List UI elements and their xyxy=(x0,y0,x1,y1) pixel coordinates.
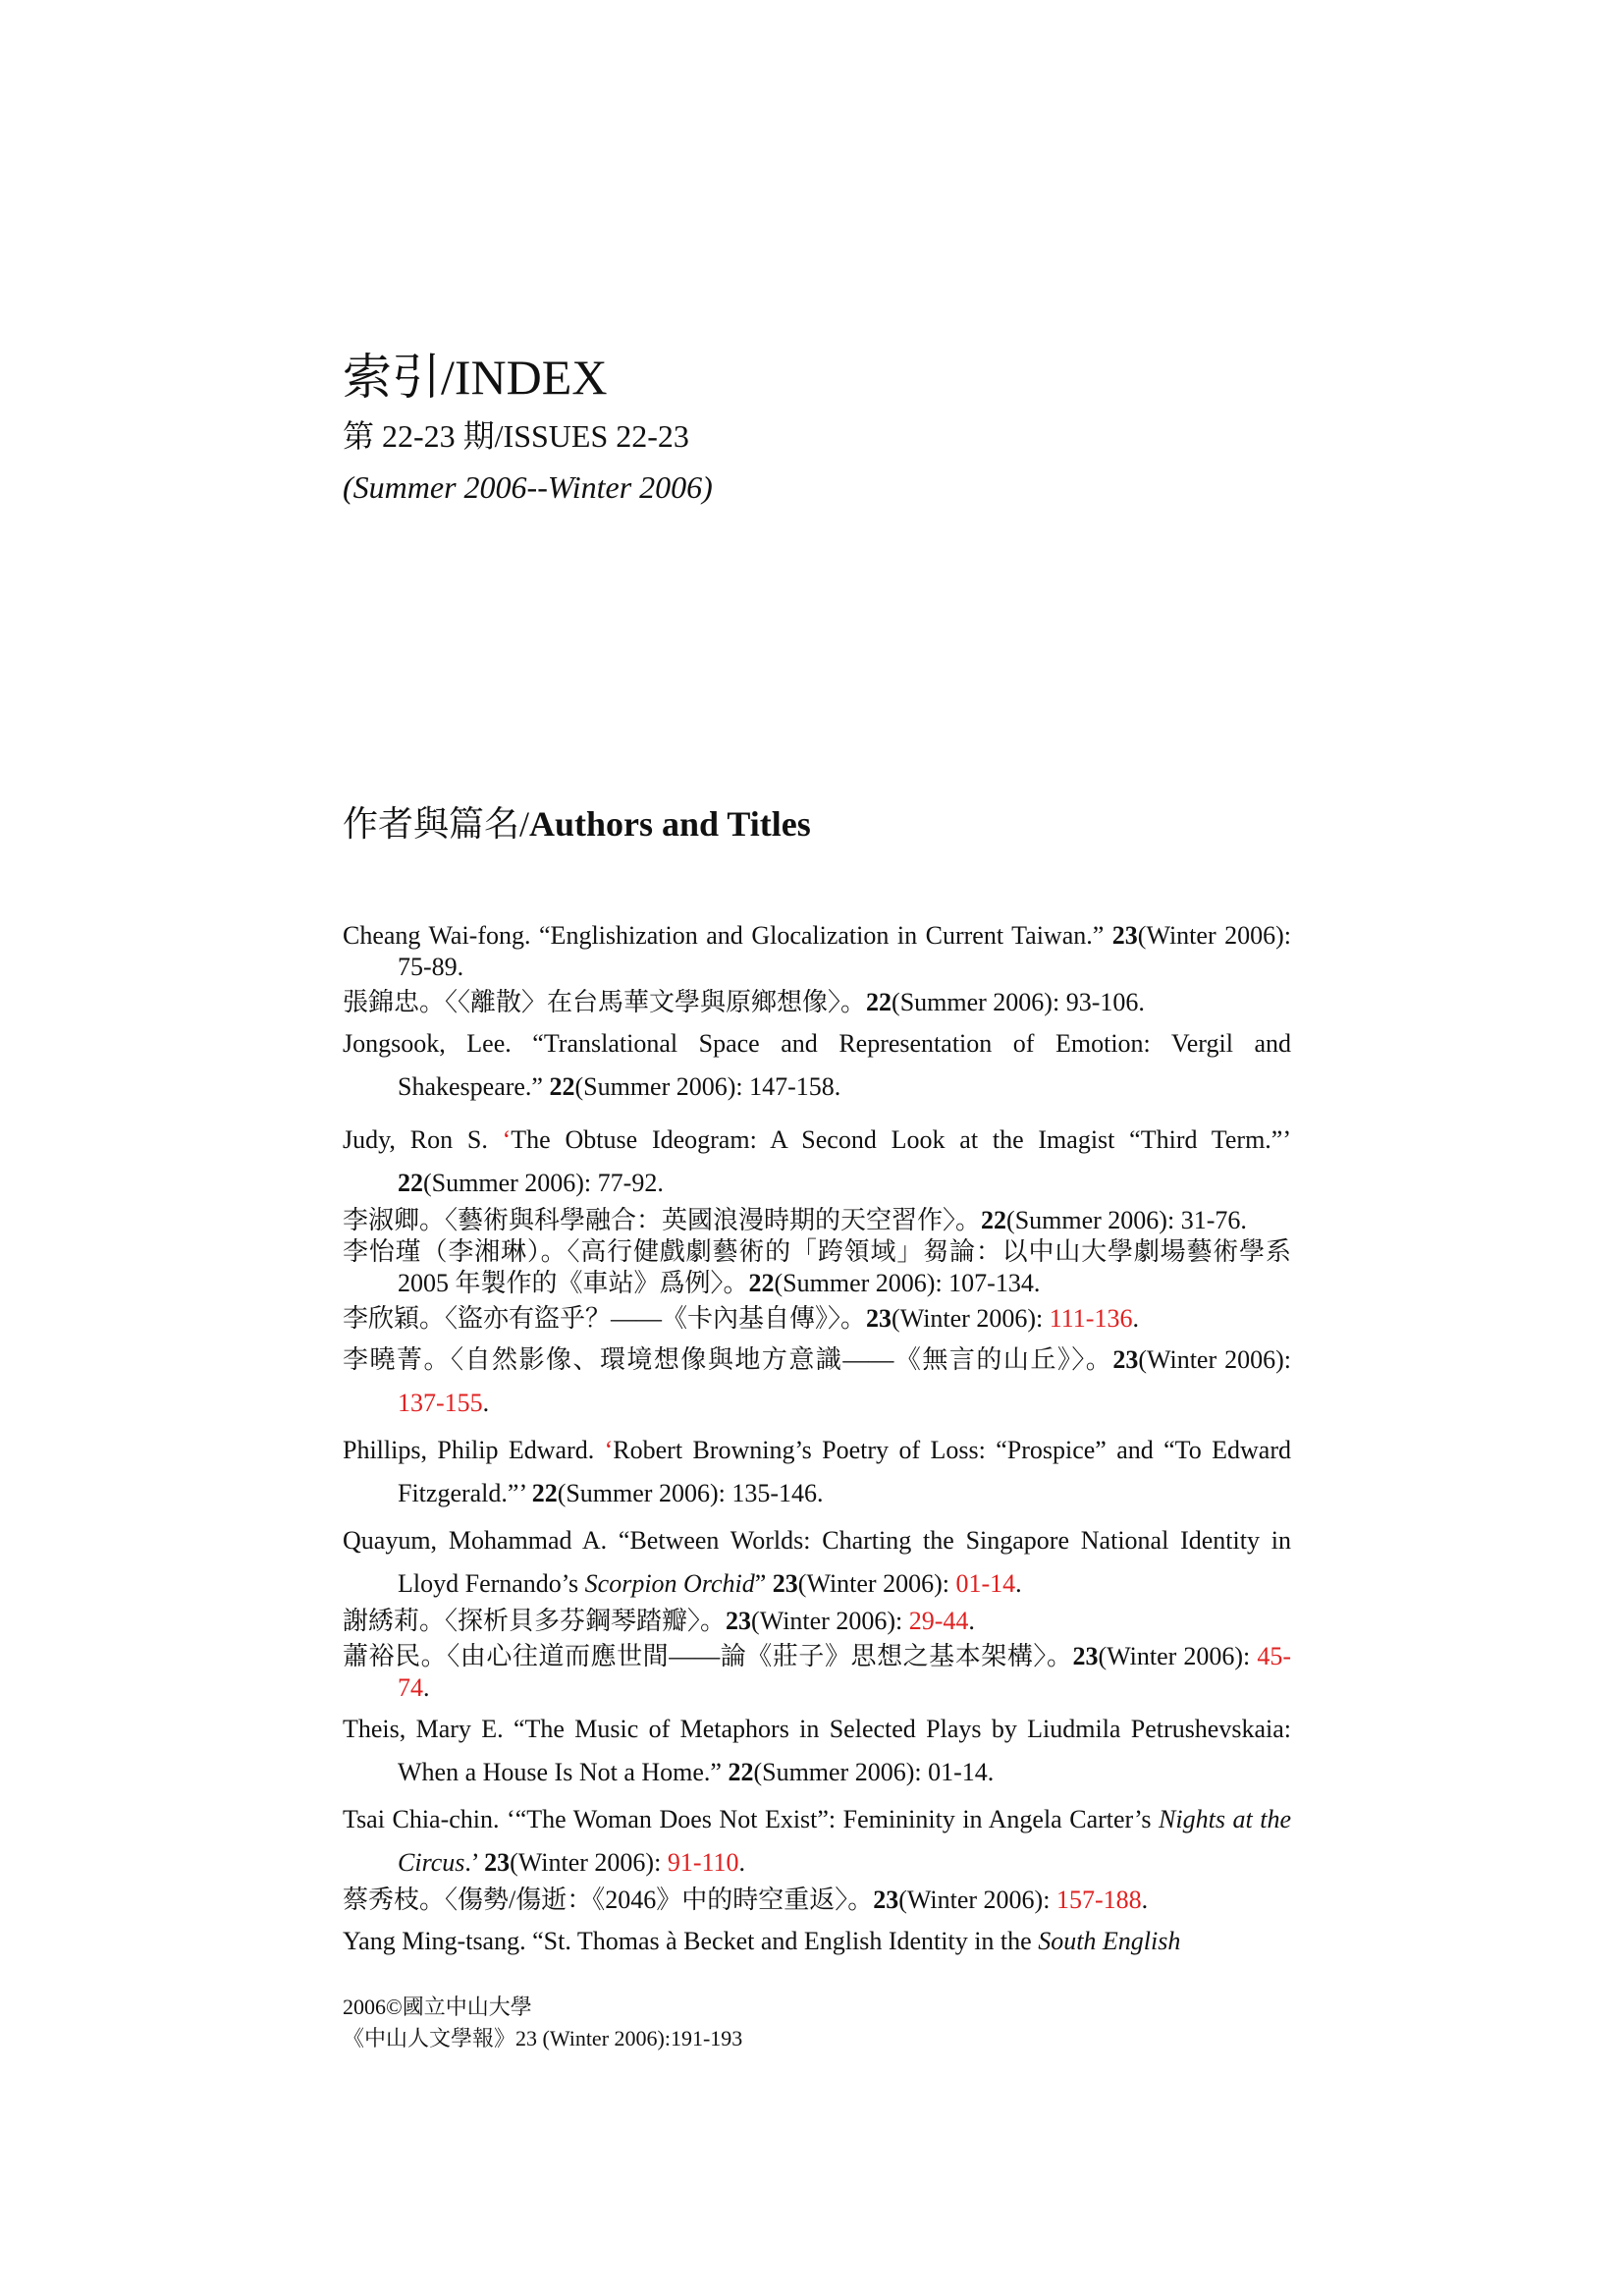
entry-author: Yang Ming-tsang. xyxy=(343,1927,533,1955)
entry-issue: (Winter 2006): xyxy=(898,1886,1056,1914)
section-title-en: Authors and Titles xyxy=(529,804,811,844)
entry-issue: (Winter 2006): xyxy=(1137,921,1291,950)
entry-author: 蕭裕民。 xyxy=(343,1642,448,1670)
index-entry xyxy=(343,1606,1291,1637)
entry-title: “Between Worlds: Charting the Singapore National Identity in Lloyd Fernando’s xyxy=(398,1526,1291,1598)
entry-volume: 23 xyxy=(866,1304,892,1333)
entry-issue: (Summer 2006): xyxy=(753,1758,929,1786)
entry-end: . xyxy=(1015,1569,1022,1598)
entry-volume: 23 xyxy=(873,1886,899,1914)
index-entry xyxy=(343,1022,1291,1109)
entry-issue: (Winter 2006): xyxy=(510,1848,668,1877)
entry-title: 〈傷勢/傷逝：《2046》中的時空重返〉。 xyxy=(445,1886,874,1914)
entry-volume: 22 xyxy=(981,1206,1007,1234)
entry-title: 〈由心往道而應世間——論《莊子》思想之基本架構〉。 xyxy=(447,1642,1073,1670)
entry-title: 〈自然影像、環境想像與地方意識——《無言的山丘》〉。 xyxy=(450,1345,1113,1374)
entry-end: . xyxy=(738,1848,746,1877)
entry-end: . xyxy=(968,1607,975,1635)
index-title-cn: 索引/ xyxy=(343,350,455,405)
entry-pages: 93-106. xyxy=(1065,988,1145,1016)
entry-title: “Englishization and Glocalization in Current Taiwan.” xyxy=(539,921,1112,950)
issues-line: 第 22-23 期/ISSUES 22-23 xyxy=(343,418,689,454)
entry-title: Robert Browning’s Poetry of Loss: “Prospice” and “To Edward Fitzgerald.”’ xyxy=(398,1436,1291,1507)
entry-volume: 22 xyxy=(398,1169,423,1197)
entry-author: Phillips, Philip Edward. xyxy=(343,1436,605,1464)
entry-pages: 01-14. xyxy=(928,1758,995,1786)
entry-title: 〈藝術與科學融合：英國浪漫時期的天空習作〉。 xyxy=(445,1206,982,1234)
entry-author: 李欣穎。 xyxy=(343,1304,446,1333)
entry-volume: 23 xyxy=(726,1607,752,1635)
entry-volume: 22 xyxy=(549,1072,575,1101)
entry-pages: 75-89. xyxy=(398,953,464,981)
entry-issue: (Summer 2006): xyxy=(574,1072,750,1101)
entry-issue: (Winter 2006): xyxy=(1138,1345,1291,1374)
dates-line: (Summer 2006--Winter 2006) xyxy=(343,469,713,505)
index-entry xyxy=(343,1236,1291,1299)
entry-issue: (Summer 2006): xyxy=(1006,1206,1181,1234)
index-entry xyxy=(343,1119,1291,1205)
entry-pages-link[interactable]: 45-74 xyxy=(398,1642,1291,1702)
index-entry xyxy=(343,1205,1291,1236)
index-entry xyxy=(343,1339,1291,1425)
entry-issue: (Winter 2006): xyxy=(1098,1642,1258,1670)
section-title-cn: 作者與篇名/ xyxy=(343,804,530,844)
entry-author: 張錦忠。 xyxy=(343,988,446,1016)
entry-title-end: .’ xyxy=(464,1848,485,1877)
entry-title: 〈〈離散〉在台馬華文學與原鄉想像〉。 xyxy=(445,988,867,1016)
entry-pages: 31-76. xyxy=(1180,1206,1247,1234)
entry-volume: 22 xyxy=(531,1479,558,1507)
entry-author: Cheang Wai-fong. xyxy=(343,921,540,950)
entry-author: Theis, Mary E. xyxy=(343,1715,514,1743)
entry-pages: 147-158. xyxy=(749,1072,841,1101)
entry-volume: 23 xyxy=(1072,1642,1099,1670)
entry-title: ‘“The Woman Does Not Exist”: Femininity in Angela Carter’s xyxy=(507,1805,1160,1833)
footer-citation: 《中山人文學報》23 (Winter 2006):191-193 xyxy=(343,2026,743,2050)
entry-volume: 22 xyxy=(728,1758,754,1786)
entry-title: 〈盜亦有盜乎？——《卡內基自傳》〉。 xyxy=(445,1304,867,1333)
entry-author: 李怡瑾（李湘琳）。 xyxy=(343,1237,568,1266)
entry-issue: (Summer 2006): xyxy=(423,1169,598,1197)
section-title xyxy=(343,800,811,847)
entry-issue: (Summer 2006): xyxy=(774,1269,949,1297)
index-entry xyxy=(343,1429,1291,1515)
index-entry xyxy=(343,1798,1291,1885)
index-entry xyxy=(343,1303,1291,1335)
entry-volume: 23 xyxy=(772,1569,798,1598)
entry-pages: 77-92. xyxy=(597,1169,664,1197)
entry-pages-link[interactable]: 91-110 xyxy=(667,1848,739,1877)
entry-issue: (Summer 2006): xyxy=(557,1479,732,1507)
entry-author: 李曉菁。 xyxy=(343,1345,451,1374)
index-entry xyxy=(343,1885,1291,1916)
entry-end: . xyxy=(1141,1886,1149,1914)
entry-author: Judy, Ron S. xyxy=(343,1125,503,1154)
footer-copyright: 2006©國立中山大學 xyxy=(343,1995,532,2019)
entry-title: The Obtuse Ideogram: A Second Look at the Imagist “Third Term.”’ xyxy=(511,1125,1291,1154)
index-title-en: INDEX xyxy=(454,350,608,405)
entry-pages-link[interactable]: 01-14 xyxy=(955,1569,1016,1598)
entry-title: 〈高行健戲劇藝術的「跨領域」芻論：以中山大學劇場藝術學系 2005 年製作的《車站》爲例〉。 xyxy=(398,1237,1291,1297)
entry-pages: 135-146. xyxy=(731,1479,824,1507)
entry-title-italic: Nights at the Circus xyxy=(398,1805,1291,1877)
entry-title: 〈探析貝多芬鋼琴踏瓣〉。 xyxy=(445,1607,727,1635)
entry-end: . xyxy=(423,1673,430,1702)
entry-volume: 23 xyxy=(1111,921,1138,950)
entry-author: Tsai Chia-chin. xyxy=(343,1805,508,1833)
entry-issue: (Winter 2006): xyxy=(797,1569,956,1598)
entry-title-end: ” xyxy=(754,1569,773,1598)
entry-pages-link[interactable]: 29-44 xyxy=(908,1607,969,1635)
entry-end: . xyxy=(482,1389,490,1417)
index-entry xyxy=(343,1708,1291,1794)
entry-title-italic: Scorpion Orchid xyxy=(584,1569,755,1598)
index-entries xyxy=(343,920,1291,1963)
entry-issue: (Winter 2006): xyxy=(892,1304,1050,1333)
index-entry xyxy=(343,1920,1291,1963)
entry-pages-link[interactable]: 111-136 xyxy=(1049,1304,1133,1333)
entry-author: 蔡秀枝。 xyxy=(343,1886,446,1914)
index-entry xyxy=(343,987,1291,1018)
entry-volume: 23 xyxy=(1112,1345,1139,1374)
entry-pages: 107-134. xyxy=(948,1269,1041,1297)
entry-end: . xyxy=(1132,1304,1139,1333)
entry-pages-link[interactable]: 157-188 xyxy=(1055,1886,1142,1914)
entry-author: 李淑卿。 xyxy=(343,1206,446,1234)
entry-author: Jongsook, Lee. xyxy=(343,1029,533,1058)
page-footer xyxy=(343,1992,742,2054)
index-entry xyxy=(343,920,1291,983)
entry-volume: 23 xyxy=(484,1848,511,1877)
entry-issue: (Winter 2006): xyxy=(751,1607,909,1635)
entry-volume: 22 xyxy=(866,988,892,1016)
entry-author: Quayum, Mohammad A. xyxy=(343,1526,619,1555)
index-entry xyxy=(343,1519,1291,1606)
index-title xyxy=(343,348,607,407)
entry-pages-link[interactable]: 137-155 xyxy=(398,1389,483,1417)
entry-issue: (Summer 2006): xyxy=(892,988,1066,1016)
entry-title: “Translational Space and Representation of Emotion: Vergil and Shakespeare.” xyxy=(398,1029,1291,1101)
entry-volume: 22 xyxy=(748,1269,775,1297)
entry-quote-mark: ‘ xyxy=(502,1125,512,1154)
entry-title: “The Music of Metaphors in Selected Plays by Liudmila Petrushevskaia: When a House Is Not a Home.” xyxy=(398,1715,1291,1786)
entry-quote-mark: ‘ xyxy=(604,1436,614,1464)
entry-title: “St. Thomas à Becket and English Identity in the xyxy=(532,1927,1039,1955)
entry-title-italic: South English xyxy=(1038,1927,1181,1955)
index-entry xyxy=(343,1641,1291,1704)
entry-author: 謝綉莉。 xyxy=(343,1607,446,1635)
